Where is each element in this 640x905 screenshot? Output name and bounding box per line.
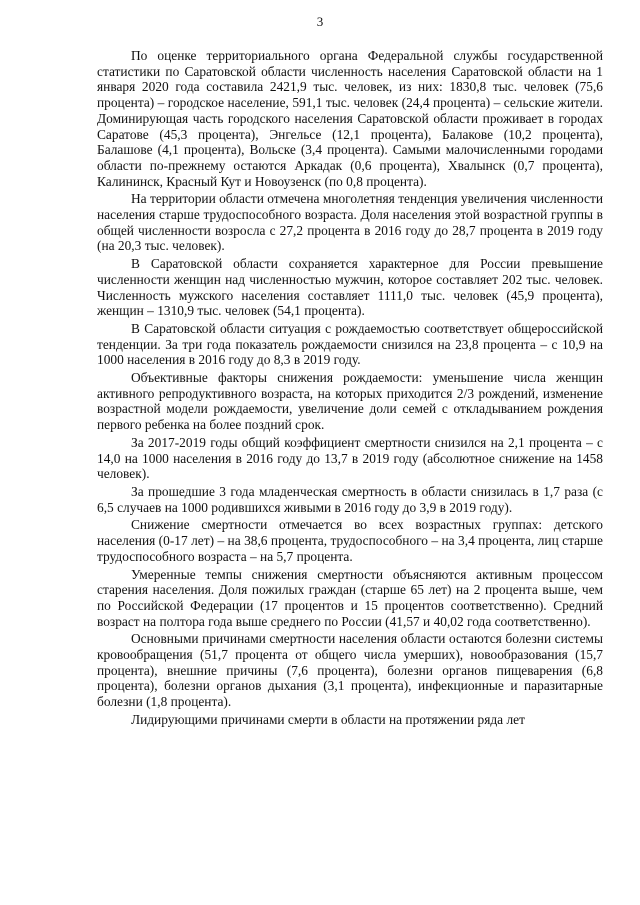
document-body xyxy=(97,48,603,728)
paragraph-birth-decline-factors: Объективные факторы снижения рождаемости: уменьшение числа женщин активного репродуктивного возраста, на которых приходится 2/3 рождений, изменение возрастной модели рождаемости, увеличение доли семей с откладыванием рождения первого ребенка на более поздний срок. xyxy=(97,370,603,433)
paragraph-gender-ratio: В Саратовской области сохраняется характерное для России превышение численности женщин над численностью мужчин, которое составляет 202 тыс. человек. Численность мужского населения составляет 1111,0 тыс. человек (45,9 процента), женщин – 1310,9 тыс. человек (54,1 процента). xyxy=(97,256,603,319)
paragraph-birth-rate: В Саратовской области ситуация с рождаемостью соответствует общероссийской тенденции. За три года показатель рождаемости снизился на 23,8 процента – с 10,9 на 1000 населения в 2016 году до 8,3 в 2019 году. xyxy=(97,320,603,368)
page-number: 3 xyxy=(316,14,324,29)
paragraph-leading-causes: Лидирующими причинами смерти в области на протяжении ряда лет xyxy=(131,711,525,727)
paragraph-elderly-share: На территории области отмечена многолетняя тенденция увеличения численности населения старше трудоспособного возраста. Доля населения этой возрастной группы в общей численности возросла с 27,2 процента в 2016 году до 28,7 процента в 2019 году (на 20,3 тыс. человек). xyxy=(97,191,603,254)
paragraph-population-overview: По оценке территориального органа Федеральной службы государственной статистики по Саратовской области численность населения Саратовской области на 1 января 2020 года составила 2421,9 тыс. человек, из них: 1830,8 тыс. человек (75,6 процента) – городское население, 591,1 тыс. человек (24,4 процента) – сельские жители. Доминирующая часть городского населения Саратовской области проживает в городах Саратове (45,3 процента), Энгельсе (12,1 процента), Балакове (10,2 процента), Балашове (4,1 процента), Вольске (3,4 процента). Самыми малочисленными городами области по-прежнему остаются Аркадак (0,6 процента), Хвалынск (0,7 процента), Калининск, Красный Кут и Новоузенск (по 0,8 процента). xyxy=(97,48,603,189)
paragraph-infant-mortality: За прошедшие 3 года младенческая смертность в области снизилась в 1,7 раза (с 6,5 случаев на 1000 родившихся живыми в 2016 году до 3,9 в 2019 году). xyxy=(97,483,603,515)
paragraph-population-aging: Умеренные темпы снижения смертности объясняются активным процессом старения населения. Доля пожилых граждан (старше 65 лет) на 2 процента выше, чем по Российской Федерации (17 процентов и 15 процентов соответственно). Средний возраст на полтора года выше среднего по России (41,57 и 40,02 года соответственно). xyxy=(97,566,603,629)
paragraph-mortality-rate: За 2017-2019 годы общий коэффициент смертности снизился на 2,1 процента – с 14,0 на 1000 населения в 2016 году до 13,7 в 2019 году (абсолютное снижение на 1458 человек). xyxy=(97,434,603,482)
paragraph-mortality-by-age: Снижение смертности отмечается во всех возрастных группах: детского населения (0-17 лет) – на 38,6 процента, трудоспособного – на 3,4 процента, лиц старше трудоспособного возраста – на 5,7 процента. xyxy=(97,517,603,564)
paragraph-causes-of-death: Основными причинами смертности населения области остаются болезни системы кровообращения (51,7 процента от общего числа умерших), новообразования (15,7 процента), внешние причины (7,6 процента), болезни органов пищеварения (6,8 процента), болезни органов дыхания (3,1 процента), инфекционные и паразитарные болезни (1,8 процента). xyxy=(97,631,603,710)
